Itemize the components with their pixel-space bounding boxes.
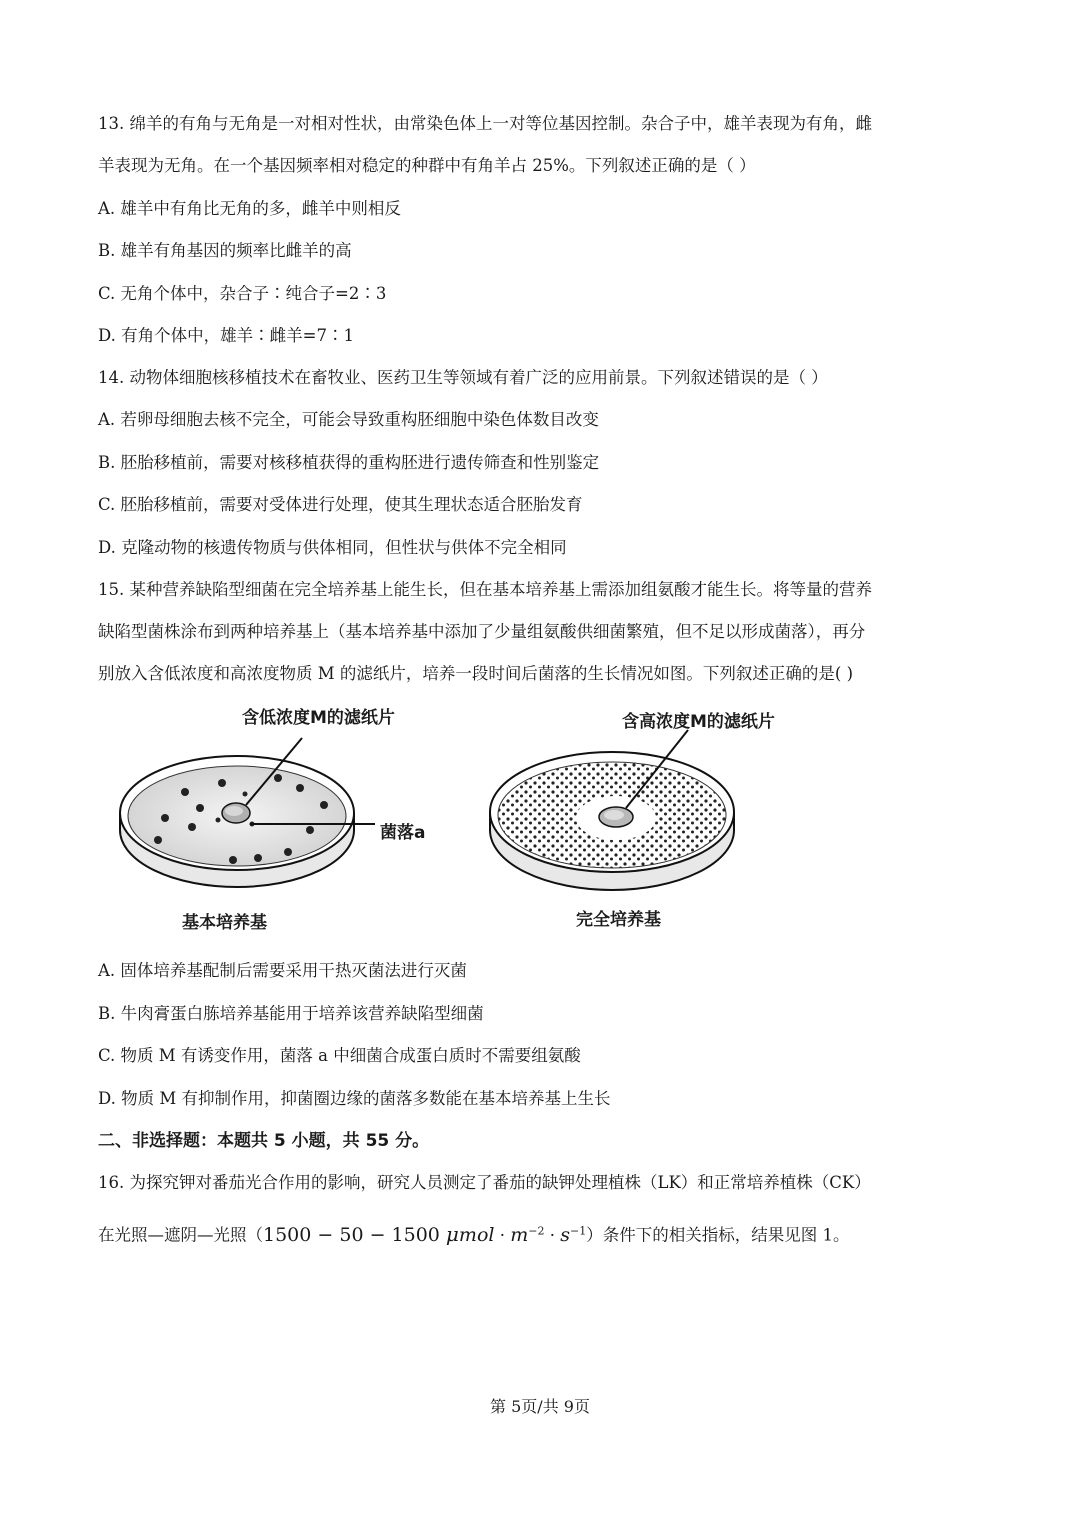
q14-option-c[interactable]: C. 胚胎移植前，需要对受体进行处理，使其生理状态适合胚胎发育 (98, 495, 583, 514)
q15-option-c[interactable]: C. 物质 M 有诱变作用，菌落 a 中细菌合成蛋白质时不需要组氨酸 (98, 1046, 581, 1065)
q14-stem: 14. 动物体细胞核移植技术在畜牧业、医药卫生等领域有着广泛的应用前景。下列叙述错误的是（ ） (98, 368, 828, 387)
q16-stem-line2 (98, 1219, 849, 1248)
page-footer: 第 5页/共 9页 (490, 1397, 590, 1416)
q15-option-d[interactable]: D. 物质 M 有抑制作用，抑菌圈边缘的菌落多数能在基本培养基上生长 (98, 1089, 611, 1108)
q15-stem-line3: 别放入含低浓度和高浓度物质 M 的滤纸片，培养一段时间后菌落的生长情况如图。下列叙述正确的是( ) (98, 664, 854, 683)
basic-medium-plate (120, 738, 375, 887)
q15-stem-line2: 缺陷型菌株涂布到两种培养基上（基本培养基中添加了少量组氨酸供细菌繁殖，但不足以形成菌落），再分 (98, 622, 866, 641)
q15-stem-line1: 15. 某种营养缺陷型细菌在完全培养基上能生长，但在基本培养基上需添加组氨酸才能生长。将等量的营养 (98, 580, 872, 599)
formula-m: m (510, 1223, 529, 1246)
formula-s: s (560, 1223, 570, 1246)
light-intensity-formula: 1500 − 50 − 1500 $\mu mol \cdot m^{-2} \cdot s^{-1}$ (263, 1221, 587, 1246)
q15-option-b[interactable]: B. 牛肉膏蛋白胨培养基能用于培养该营养缺陷型细菌 (98, 1004, 484, 1023)
label-high-concentration-disc: 含高浓度M的滤纸片 (622, 712, 775, 732)
q13-option-a[interactable]: A. 雄羊中有角比无角的多，雌羊中则相反 (98, 199, 401, 218)
q15-option-a[interactable]: A. 固体培养基配制后需要采用干热灭菌法进行灭菌 (98, 961, 467, 980)
q13-option-c[interactable]: C. 无角个体中，杂合子∶纯合子=2∶3 (98, 284, 387, 303)
formula-mu: μ (445, 1221, 459, 1246)
q16-stem-line1: 16. 为探究钾对番茄光合作用的影响，研究人员测定了番茄的缺钾处理植株（LK）和正常培养植株（CK） (98, 1173, 871, 1192)
petri-dish-illustration (110, 700, 770, 940)
q14-option-d[interactable]: D. 克隆动物的核遗传物质与供体相同，但性状与供体不完全相同 (98, 538, 567, 557)
q16-line2-prefix: 在光照—遮阴—光照（ (98, 1225, 263, 1245)
formula-s-exponent: −1 (569, 1224, 587, 1237)
q13-option-d[interactable]: D. 有角个体中，雄羊∶雌羊=7∶1 (98, 326, 354, 345)
section-2-heading: 二、非选择题：本题共 5 小题，共 55 分。 (98, 1131, 430, 1151)
label-complete-medium: 完全培养基 (576, 910, 661, 930)
label-colony-a: 菌落a (380, 823, 426, 843)
formula-m-exponent: −2 (528, 1224, 545, 1237)
q14-option-a[interactable]: A. 若卵母细胞去核不完全，可能会导致重构胚细胞中染色体数目改变 (98, 410, 599, 429)
petri-dish-figure (110, 700, 775, 940)
q13-stem-line1: 13. 绵羊的有角与无角是一对相对性状，由常染色体上一对等位基因控制。杂合子中，雄羊表现为有角，雌 (98, 114, 872, 133)
q13-option-b[interactable]: B. 雄羊有角基因的频率比雌羊的高 (98, 241, 352, 260)
complete-medium-plate (490, 730, 734, 890)
formula-numbers: 1500 − 50 − 1500 (263, 1223, 446, 1246)
formula-mol: mol (458, 1223, 495, 1246)
q13-stem-line2: 羊表现为无角。在一个基因频率相对稳定的种群中有角羊占 25%。下列叙述正确的是（ ） (98, 156, 756, 175)
q16-line2-suffix: ）条件下的相关指标，结果见图 1。 (586, 1225, 850, 1245)
label-basic-medium: 基本培养基 (182, 913, 267, 933)
label-low-concentration-disc: 含低浓度M的滤纸片 (242, 708, 395, 728)
q14-option-b[interactable]: B. 胚胎移植前，需要对核移植获得的重构胚进行遗传筛查和性别鉴定 (98, 453, 600, 472)
